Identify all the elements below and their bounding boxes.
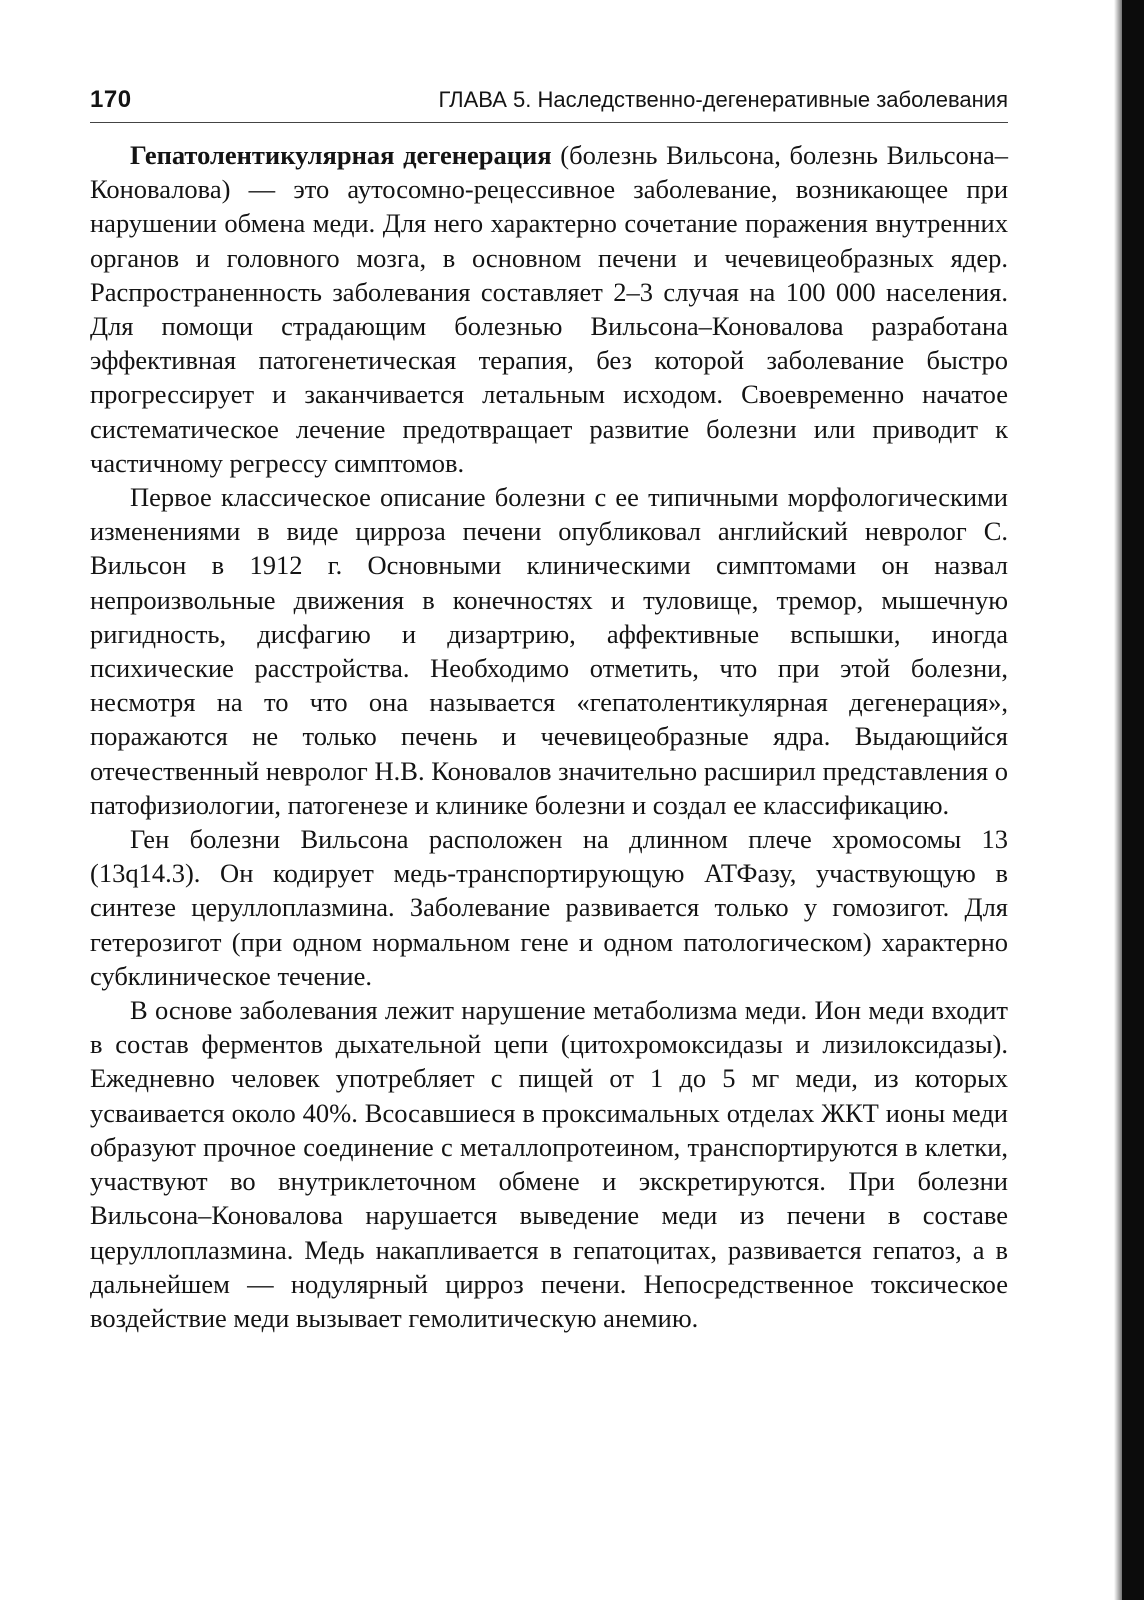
paragraph: В основе заболевания лежит нарушение метаболизма меди. Ион меди входит в состав ферментов дыхательной цепи (цитохромоксидазы и лизилоксидазы). Ежедневно человек употребляет с пищей от 1 до 5 мг меди, из которых усваивается около 40%. Всосавшиеся в проксимальных отделах ЖКТ ионы меди образуют прочное соединение с металлопротеином, транспортируются в клетки, участвуют во внутриклеточном обмене и экскретируются. При болезни Вильсона–Коновалова нарушается выведение меди из печени в составе церуллоплазмина. Медь накапливается в гепатоцитах, развивается гепатоз, а в дальнейшем — нодулярный цирроз печени. Непосредственное токсическое воздействие меди вызывает гемолитическую анемию. (90, 995, 1008, 1333)
scan-edge-shadow (1122, 0, 1144, 1600)
chapter-title: ГЛАВА 5. Наследственно-дегенеративные заболевания (438, 87, 1008, 112)
running-head (90, 86, 1008, 120)
paragraph: Ген болезни Вильсона расположен на длинном плече хромосомы 13 (13q14.3). Он кодирует медь-транспортирующую АТФазу, участвующую в синтезе церуллоплазмина. Заболевание развивается только у гомозигот. Для гетерозигот (при одном нормальном гене и одном патологическом) характерно субклиническое течение. (90, 824, 1008, 991)
term-heading: Гепатолентикулярная дегенерация (130, 140, 552, 170)
body-text (90, 138, 1008, 1335)
page-number: 170 (90, 86, 132, 113)
paragraph-text: (болезнь Вильсона, болезнь Вильсона–Коновалова) — это аутосомно-рецессивное заболевание, возникающее при нарушении обмена меди. Для него характерно сочетание поражения внутренних органов и головного мозга, в основном печени и чечевицеобразных ядер. Распространенность заболевания составляет 2–3 случая на 100 000 населения. Для помощи страдающим болезнью Вильсона–Коновалова разработана эффективная патогенетическая терапия, без которой заболевание быстро прогрессирует и заканчивается летальным исходом. Своевременно начатое систематическое лечение предотвращает развитие болезни или приводит к частичному регрессу симптомов. (90, 140, 1008, 478)
header-rule (90, 122, 1008, 123)
paragraph (90, 138, 1008, 480)
paragraph: Первое классическое описание болезни с ее типичными морфологическими изменениями в виде цирроза печени опубликовал английский невролог С. Вильсон в 1912 г. Основными клиническими симптомами он назвал непроизвольные движения в конечностях и туловище, тремор, мышечную ригидность, дисфагию и дизартрию, аффективные вспышки, иногда психические расстройства. Необходимо отметить, что при этой болезни, несмотря на то что она называется «гепатолентикулярная дегенерация», поражаются не только печень и чечевицеобразные ядра. Выдающийся отечественный невролог Н.В. Коновалов значительно расширил представления о патофизиологии, патогенезе и клинике болезни и создал ее классификацию. (90, 482, 1008, 820)
